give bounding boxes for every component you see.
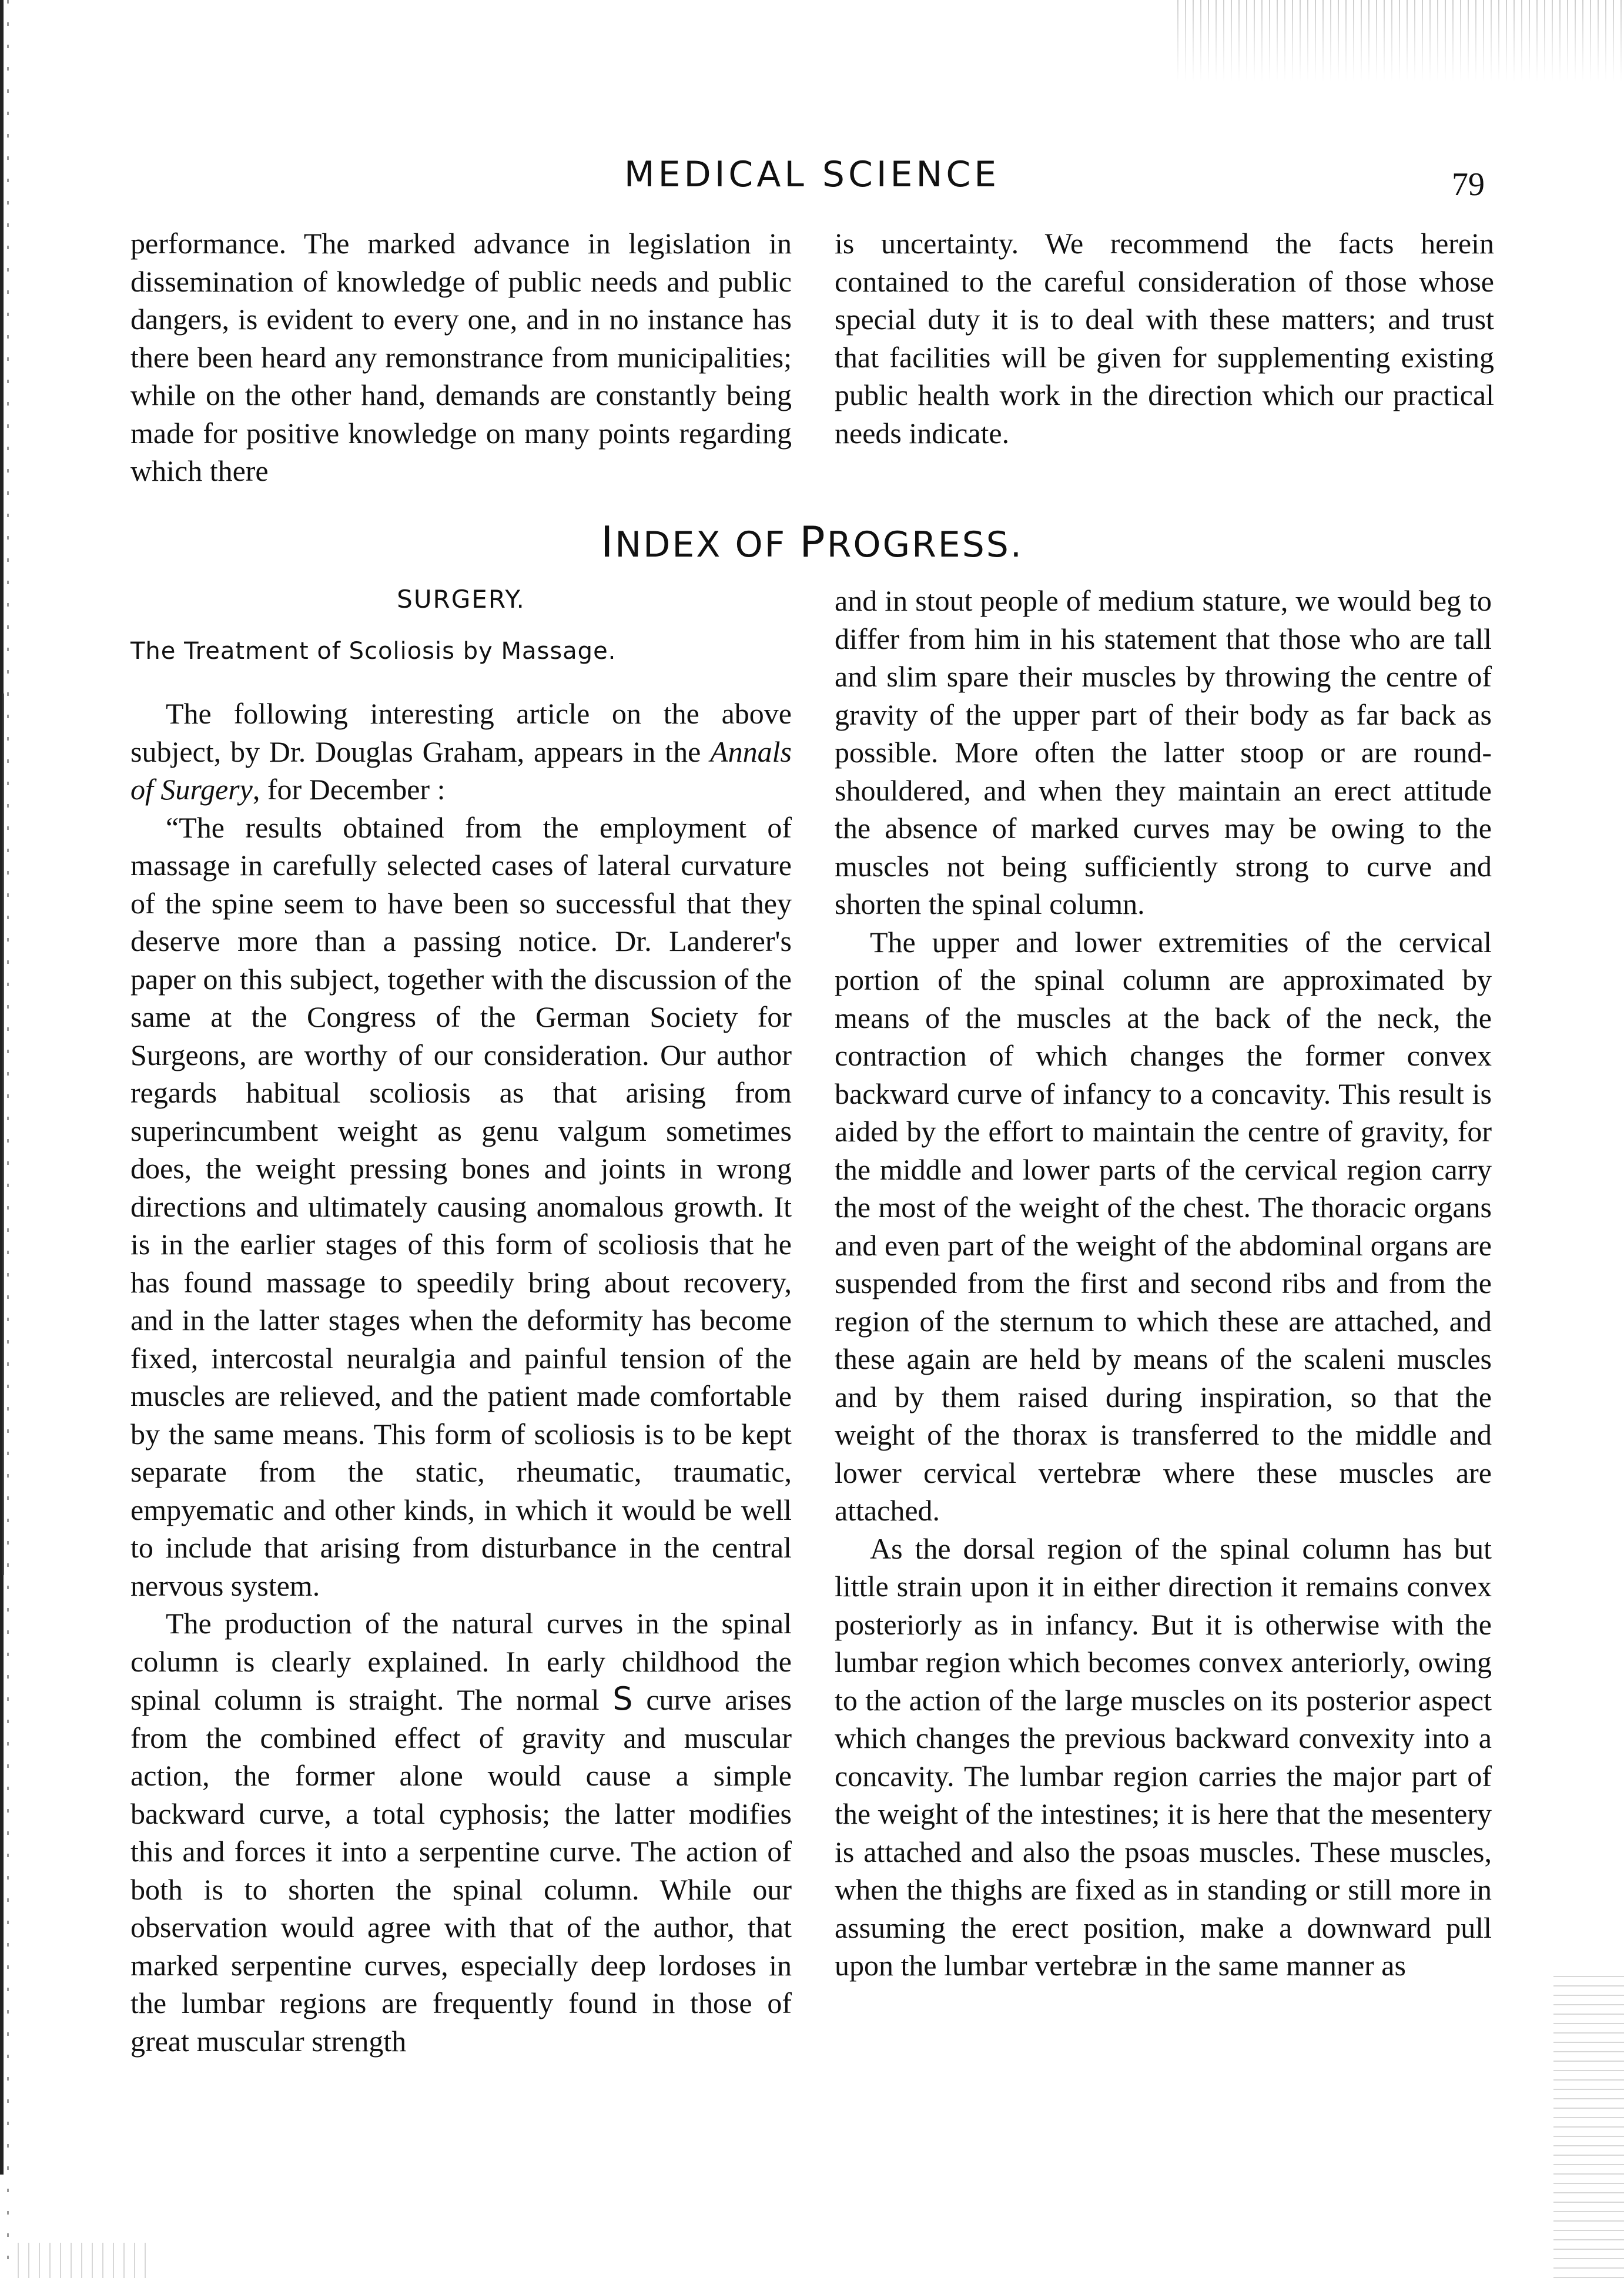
section-title-part-2: ROGRESS.: [826, 524, 1023, 565]
section-title: [0, 517, 1624, 567]
paragraph-text: , for December :: [252, 773, 446, 806]
s-curve-letter: S: [612, 1680, 633, 1717]
paragraph: and in stout people of medium stature, we would beg to differ from him in his statement that those who are tall and slim spare their muscles by throwing the centre of gravity of the upper part of their body as far back as possible. More often the latter stoop or are round-shouldered, and when they maintain an erect attitude the absence of marked curves may be owing to the muscles not being sufficiently strong to curve and shorten the spinal column.: [835, 584, 1492, 920]
paragraph-text: curve arises from the combined effect of gravity and muscular action, the former alone would cause a simple backward curve, a total cyphosis; the latter modifies this and forces it into a serpentine curve. The action of both is to shorten the spinal column. While our observation would agree with that of the author, that marked serpentine curves, especially deep lordoses in the lumbar regions are frequently found in those of great muscular strength: [130, 1683, 792, 2058]
scan-noise-top-right: [1177, 0, 1624, 82]
article-title: The Treatment of Scoliosis by Massage.: [130, 638, 617, 665]
article-column-right: [835, 582, 1492, 1985]
paragraph: As the dorsal region of the spinal column has but little strain upon it in either direction it remains convex posteriorly as in infancy. But it is otherwise with the lumbar region which becomes convex anteriorly, owing to the action of the large muscles on its posterior aspect which changes the previous backward convexity into a concavity. The lumbar region carries the major part of the weight of the intestines; it is here that the mesentery is attached and also the psoas muscles. These muscles, when the thighs are fixed as in standing or still more in assuming the erect position, make a downward pull upon the lumbar vertebræ in the same manner as: [835, 1532, 1492, 1982]
article-column-left: [130, 695, 792, 2060]
scan-noise-bottom-right: [1553, 1972, 1624, 2278]
paragraph-text: The following interesting article on the above subject, by Dr. Douglas Graham, appears in the: [130, 697, 792, 768]
section-title-initial-2: P: [799, 517, 827, 567]
page-number: 79: [1452, 166, 1485, 203]
continuation-text-right: is uncertainty. We recommend the facts herein contained to the careful consideration of those whose special duty it is to deal with these matters; and trust that facilities will be given for supplementing existing public health work in the direction which our practical needs indicate.: [835, 227, 1494, 450]
continuation-text-left: performance. The marked advance in legislation in dissemination of knowledge of public needs and public dangers, is evident to every one, and in no instance has there been heard any remonstrance from municipalities; while on the other hand, demands are constantly being made for positive knowledge on many points regarding which there: [130, 227, 792, 487]
margin-shadow: [2, 694, 4, 1575]
category-heading: SURGERY.: [397, 585, 525, 614]
section-title-initial-1: I: [601, 517, 615, 567]
journal-title: Annals of Surgery: [130, 735, 792, 806]
paragraph-text: The production of the natural curves in the spinal column is clearly explained. In early childhood the spinal column is straight. The normal: [130, 1607, 792, 1716]
paragraph: The upper and lower extremities of the cervical portion of the spinal column are approximated by means of the muscles at the back of the neck, the contraction of which changes the former convex backward curve of infancy to a concavity. This result is aided by the effort to maintain the centre of gravity, for the middle and lower parts of the cervical region carry the most of the weight of the chest. The thoracic organs and even part of the weight of the abdominal organs are suspended from the first and second ribs and from the region of the sternum to which these are attached, and these again are held by means of the scaleni muscles and by them raised during inspiration, so that the weight of the thorax is transferred to the middle and lower cervical vertebræ where these muscles are attached.: [835, 925, 1492, 1527]
paragraph: “The results obtained from the employment of massage in carefully selected cases of lateral curvature of the spine seem to have been so successful that they deserve more than a passing notice. Dr. Landerer's paper on this subject, together with the discussion of the same at the Congress of the German Society for Surgeons, are worthy of our consideration. Our author regards habitual scoliosis as that arising from superincumbent weight as genu valgum sometimes does, the weight pressing bones and joints in wrong directions and ultimately causing anomalous growth. It is in the earlier stages of this form of scoliosis that he has found massage to speedily bring about recovery, and in the latter stages when the deformity has become fixed, intercostal neuralgia and painful tension of the muscles are relieved, and the patient made comfortable by the same means. This form of scoliosis is to be kept separate from the static, rheumatic, traumatic, empyematic and other kinds, in which it would be well to include that arising from disturbance in the central nervous system.: [130, 810, 792, 1602]
scan-noise-bottom-left: [18, 2243, 147, 2278]
paragraph: [130, 1604, 792, 2060]
continuation-column-right: [835, 225, 1494, 452]
running-title: MEDICAL SCIENCE: [624, 154, 1000, 195]
paragraph: [130, 695, 792, 809]
continuation-column-left: [130, 225, 792, 490]
binding-stitch-marks: [7, 0, 9, 2278]
section-title-part-1: NDEX OF: [615, 524, 800, 565]
